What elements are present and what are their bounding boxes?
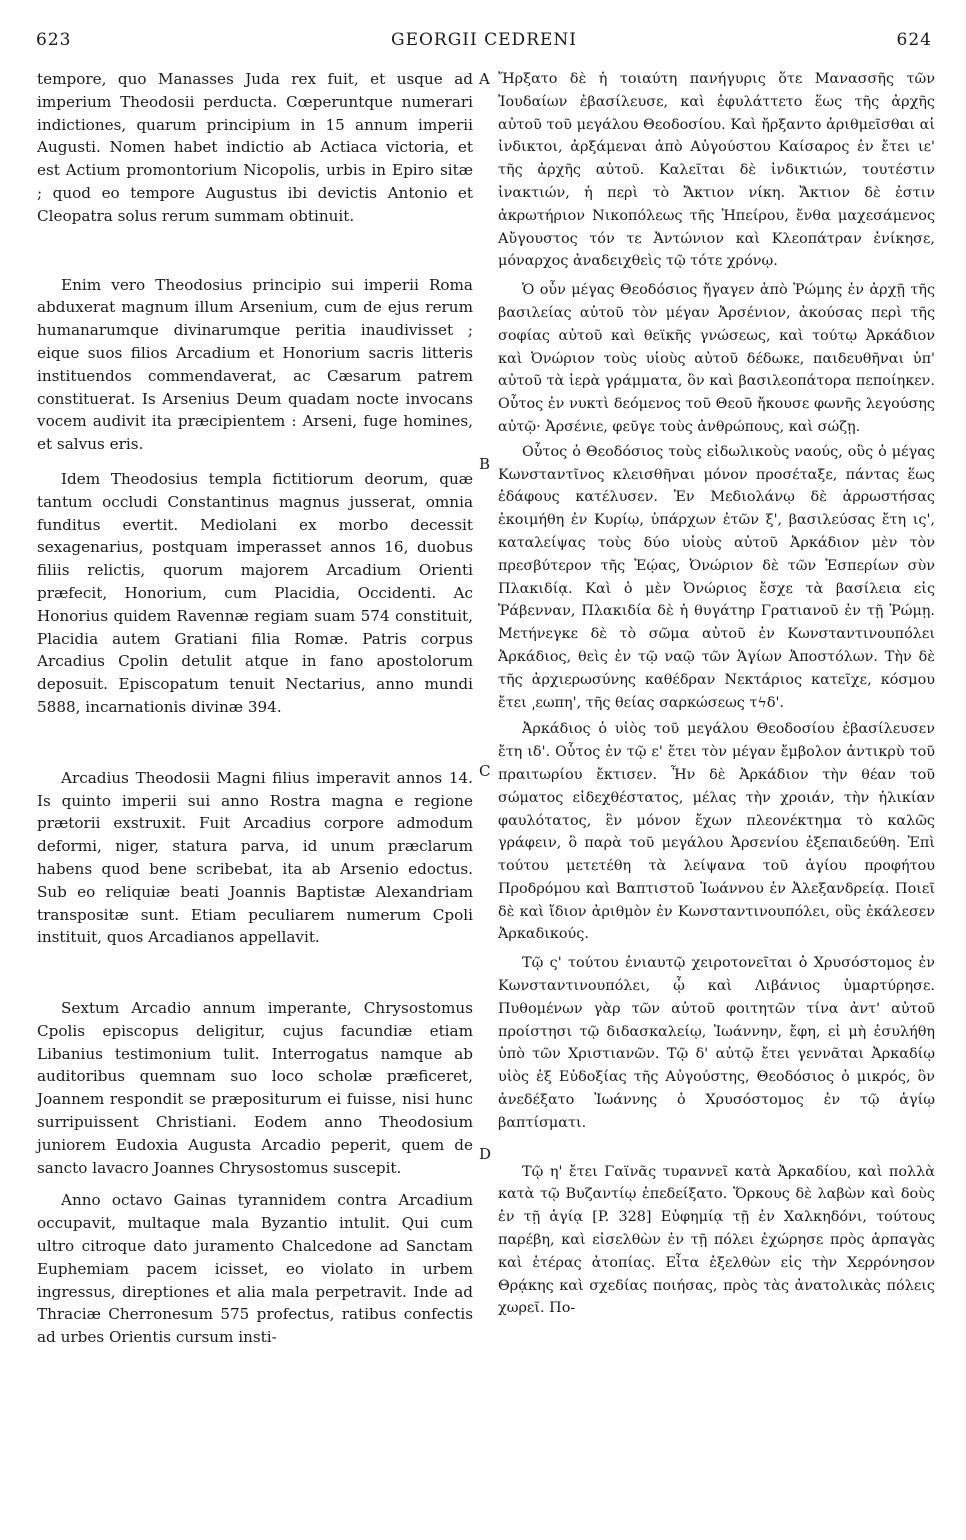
page-number-left: 623 [36, 30, 72, 50]
greek-column [498, 68, 935, 1320]
latin-paragraph: Idem Theodosius templa fictitiorum deorum, quæ tantum occludi Constantinus magnus jusserat, omnia funditus evertit. Mediolani ex morbo decessit sexagenarius, postquam imperasset annos 16, duobus filiis relictis, quorum majorem Arcadium Orienti præfecit, Honorium, cum Placidia, Occidenti. Ac Honorius quidem Ravennæ regiam suam 574 constituit, Placidia autem Gratiani filia Romæ. Patris corpus Arcadius Cpolin detulit atque in fano apostolorum deposuit. Episcopatum tenuit Nectarius, anno mundi 5888, incarnationis divinæ 394. [37, 469, 473, 716]
greek-paragraph: Ἤρξατο δὲ ἡ τοιαύτη πανήγυρις ὅτε Μανασσῆς τῶν Ἰουδαίων ἐβασίλευσε, καὶ ἐφυλάττετο ἕως τῆς ἀρχῆς αὐτοῦ τοῦ μεγάλου Θεοδοσίου. Καὶ ἤρξαντο ἀριθμεῖσθαι αἱ ἰνδικτοι, ἀρξάμεναι ἀπὸ Αὐγούστου Καίσαρος ἐν ἔτει ιε' τῆς ἀρχῆς αὐτοῦ. Καλεῖται δὲ ἰνδικτιών, τουτέστιν ἰνακτιών, ἡ περὶ τὸ Ἄκτιον νίκη. Ἄκτιον δὲ ἐστιν ἀκρωτήριον Νικοπόλεως τῆς Ἠπείρου, ἔνθα μαχεσάμενος Αὔγουστος τόν τε Ἀντώνιον καὶ Κλεοπάτραν ἐνίκησε, μόναρχος ἀναδειχθεὶς τῷ τότε χρόνῳ. [498, 71, 935, 270]
greek-paragraph: Ἀρκάδιος ὁ υἱὸς τοῦ μεγάλου Θεοδοσίου ἐβασίλευσεν ἔτη ιδ'. Οὗτος ἐν τῷ ε' ἔτει τὸν μέγαν ἔμβολον ἀντικρὺ τοῦ πραιτωρίου ἔκτισεν. Ἦν δὲ Ἀρκάδιον τὴν θέαν τοῦ σώματος εἰδεχθέστατος, μέλας τὴν χροιάν, τὴν ἡλικίαν φαυλότατος, ἓν μόνον ἔχων πλεονέκτημα τὸ καλῶς γράφειν, ὃ παρὰ τοῦ μεγάλου Ἀρσενίου ἐξεπαιδεύθη. Ἐπὶ τούτου μετετέθη τὰ λείψανα τοῦ ἁγίου προφήτου Προδρόμου καὶ Βαπτιστοῦ Ἰωάννου ἐν Ἀλεξανδρείᾳ. Ποιεῖ δὲ καὶ ἴδιον ἀριθμὸν ἐν Κωνσταντινουπόλει, οὓς ἐκάλεσεν Ἀρκαδικούς. [498, 721, 935, 943]
latin-paragraph: Enim vero Theodosius principio sui imperii Roma abduxerat magnum illum Arsenium, cum de ejus rerum humanarumque divinarumque peritia inaudivisset ; eique suos filios Arcadium et Honorium sacris litteris instituendos commendaverat, ac Cæsarum patrem constituerat. Is Arsenius Deum quadam nocte invocans vocem audivit ita præcipientem : Arseni, fuge homines, et salvus eris. [37, 275, 473, 454]
latin-paragraph: Sextum Arcadio annum imperante, Chrysostomus Cpolis episcopus deligitur, cujus facundiæ etiam Libanius testimonium tulit. Interrogatus namque ab auditoribus quemnam suo loco scholæ præficeret, Joannem respondit se præpositurum ei fuisse, nisi hunc surripuissent Christiani. Eodem anno Theodosium juniorem Eudoxia Augusta Arcadio peperit, quem de sancto lavacro Joannes Chrysostomus suscepit. [37, 999, 473, 1177]
greek-paragraph: Τῷ η' ἔτει Γαϊνᾶς τυραννεῖ κατὰ Ἀρκαδίου, καὶ πολλὰ κατὰ τῷ Βυζαντίῳ ἐπεδείξατο. Ὅρκους δὲ λαβὼν καὶ δοὺς ἐν τῇ ἁγίᾳ [P. 328] Εὐφημίᾳ τῇ ἐν Χαλκηδόνι, τούτους παρέβη, καὶ εἰσελθὼν ἐν τῇ πόλει ἐχώρησε πρὸς ἁρπαγὰς καὶ ἑτέρας ἀτοπίας. Εἶτα ἐξελθὼν εἰς τὴν Χερρόνησον Θρᾴκης καὶ σχεδίας ποιήσας, πρὸς τὰς ἀνατολικὰς πόλεις χωρεῖ. Πο- [498, 1163, 935, 1317]
margin-marker-b: B [479, 455, 491, 473]
latin-paragraph: tempore, quo Manasses Juda rex fuit, et usque ad imperium Theodosii perducta. Cœperuntque numerari indictiones, quarum principium in 15 annum imperii Augusti. Nomen habet indictio ab Actiaca victoria, et est Actium promontorium Nicopolis, urbis in Epiro sitæ ; quod eo tempore Augustus ibi devictis Antonio et Cleopatra solus rerum summam obtinuit. [37, 70, 473, 225]
page-header [36, 30, 932, 54]
latin-column [37, 68, 473, 1349]
margin-marker-a: A [479, 70, 490, 88]
latin-paragraph: Anno octavo Gainas tyrannidem contra Arcadium occupavit, multaque mala Byzantio intulit. Qui cum ultro citroque dato juramento Chalcedone ad Sanctam Euphemiam pacem icisset, eo violato in urbem ingressus, direptiones et alia mala perpetravit. Inde ad Thraciæ Cherronesum 575 profectus, ratibus confectis ad urbes Orientis cursum insti- [37, 1191, 473, 1347]
margin-marker-c: C [479, 762, 491, 780]
latin-paragraph: Arcadius Theodosii Magni filius imperavit annos 14. Is quinto imperii sui anno Rostra magna e regione prætorii exstruxit. Fuit Arcadius corpore admodum deformi, niger, statura parva, id unum præclarum habens quod bene scribebat, ita ab Arsenio edoctus. Sub eo reliquiæ beati Joannis Baptistæ Alexandriam transpositæ sunt. Etiam peculiarem numerum Cpoli instituit, quos Arcadianos appellavit. [37, 768, 473, 947]
greek-paragraph: Ὁ οὖν μέγας Θεοδόσιος ἤγαγεν ἀπὸ Ῥώμης ἐν ἀρχῇ τῆς βασιλείας αὐτοῦ τὸν μέγαν Ἀρσένιον, ἀκούσας περὶ τῆς σοφίας αὐτοῦ καὶ θεϊκῆς γνώσεως, καὶ τούτῳ Ἀρκάδιον καὶ Ὀνώριον τοὺς υἱοὺς αὐτοῦ δέδωκε, παιδευθῆναι ὑπ' αὐτοῦ τὰ ἱερὰ γράμματα, ὃν καὶ βασιλεοπάτορα πεποίηκεν. Οὗτος ἐν νυκτὶ δεόμενος τοῦ Θεοῦ ἤκουσε φωνῆς λεγούσης αὐτῷ· Ἀρσένιε, φεῦγε τοὺς ἀνθρώπους, καὶ σώζῃ. [498, 282, 935, 435]
page-number-right: 624 [896, 30, 932, 50]
running-title: GEORGII CEDRENI [391, 30, 577, 50]
greek-paragraph: Τῷ ς' τούτου ἐνιαυτῷ χειροτονεῖται ὁ Χρυσόστομος ἐν Κωνσταντινουπόλει, ᾧ καὶ Λιβάνιος ὑμαρτύρησε. Πυθομένων γὰρ τῶν αὐτοῦ φοιτητῶν τίνα ἀντ' αὐτοῦ προίστησι τῷ διδασκαλείῳ, Ἰωάννην, ἔφη, εἰ μὴ ἐσυλήθη ὑπὸ τῶν Χριστιανῶν. Τῷ δ' αὐτῷ ἔτει γεννᾶται Ἀρκαδίῳ υἱὸς ἐξ Εὐδοξίας τῆς Αὐγούστης, Θεοδόσιος ὁ μικρός, ὃν ἀνεδέξατο Ἰωάννης ὁ Χρυσόστομος ἐν τῷ ἁγίῳ βαπτίσματι. [498, 955, 935, 1131]
margin-marker-d: D [479, 1145, 492, 1163]
greek-paragraph: Οὗτος ὁ Θεοδόσιος τοὺς εἰδωλικοὺς ναούς, οὓς ὁ μέγας Κωνσταντῖνος κλεισθῆναι μόνον προσέταξε, πάντας ἕως ἐδάφους κατέλυσεν. Ἐν Μεδιολάνῳ δὲ ἀρρωστήσας ἐκοιμήθη ἐν Κυρίῳ, ὑπάρχων ἐτῶν ξ', βασιλεύσας ἔτη ις', καταλείψας τοὺς δύο υἱοὺς αὐτοῦ Ἀρκάδιον μὲν τὸν πρεσβύτερον τῆς Ἑῴας, Ὀνώριον δὲ τῶν Ἑσπερίων σὺν Πλακιδίᾳ. Καὶ ὁ μὲν Ὀνώριος ἔσχε τὰ βασίλεια εἰς Ῥάβενναν, Πλακιδία δὲ ἡ θυγάτηρ Γρατιανοῦ ἐν τῇ Ῥώμῃ. Μετήνεγκε δὲ τὸ σῶμα αὐτοῦ ἐν Κωνσταντινουπόλει Ἀρκάδιος, θεὶς ἐν τῷ ναῷ τῶν Ἁγίων Ἀποστόλων. Τὴν δὲ τῆς ἀρχιερωσύνης καθέδραν Νεκτάριος κατεῖχε, κόσμου ἔτει ͵εωπη', τῆς θείας σαρκώσεως τϟδ'. [498, 443, 935, 711]
